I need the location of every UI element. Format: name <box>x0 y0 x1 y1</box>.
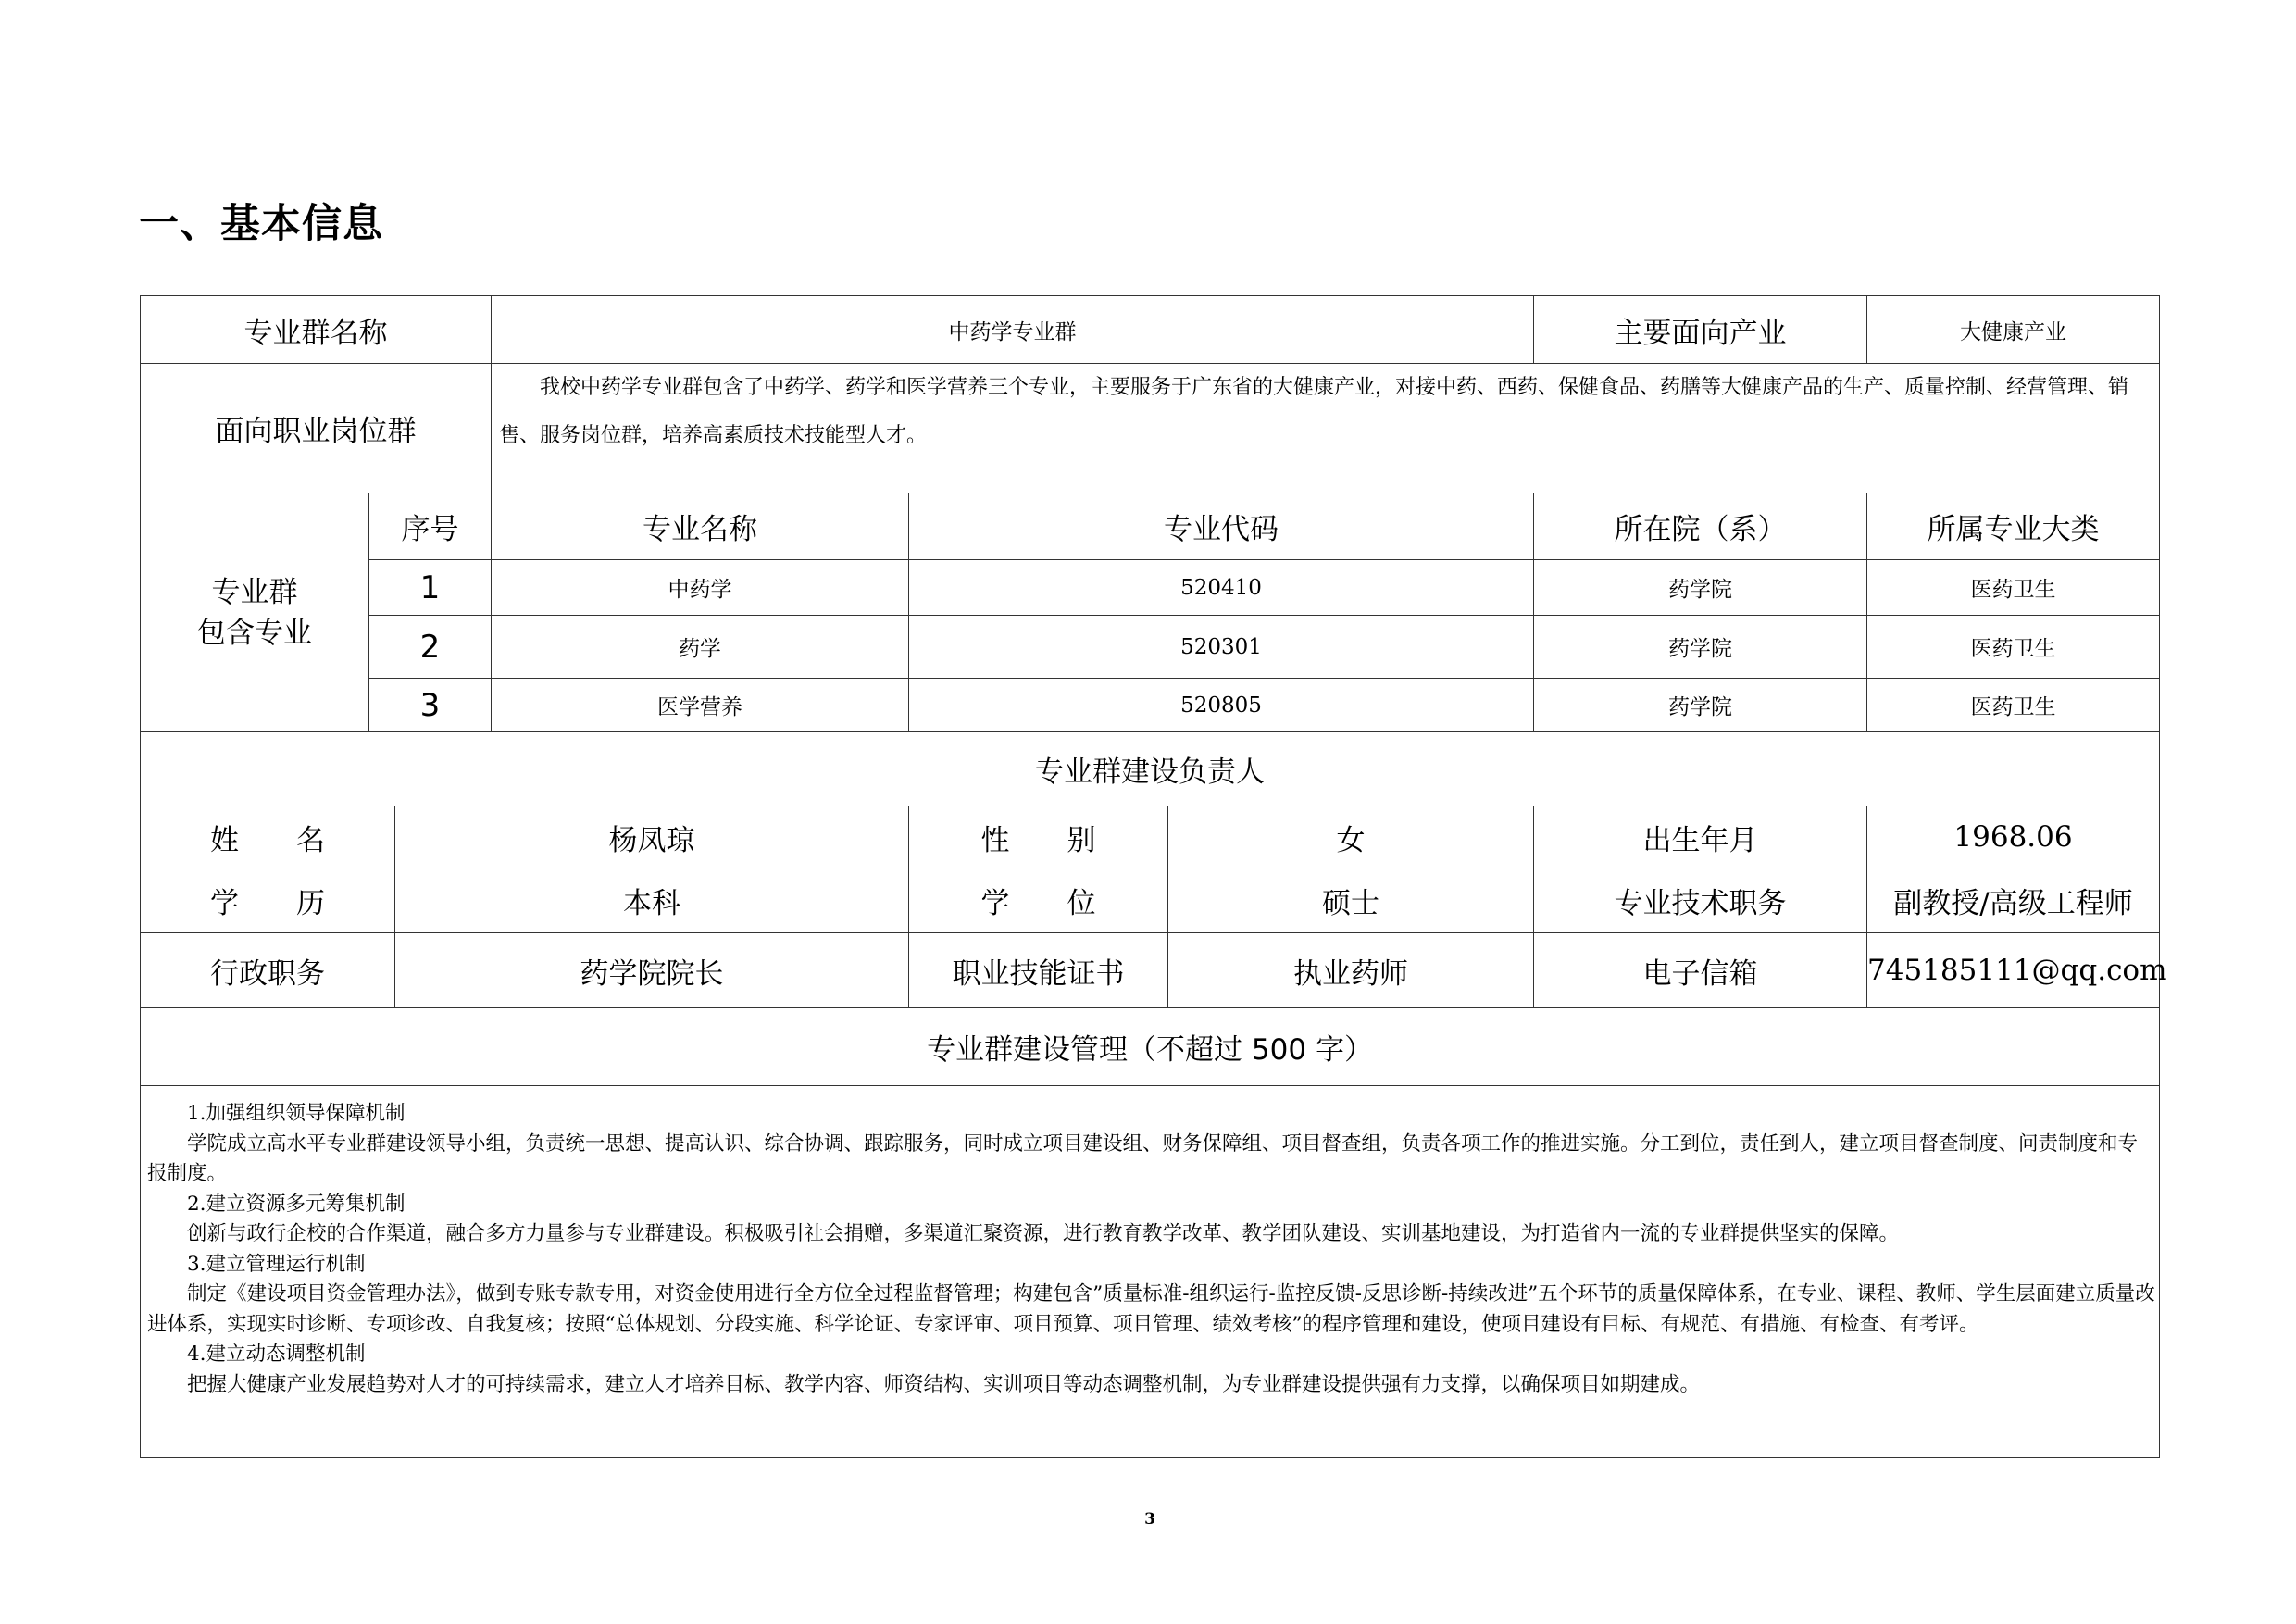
tech-title-label: 专业技术职务 <box>1534 868 1867 933</box>
group-name-label: 专业群名称 <box>141 296 492 364</box>
management-title: 专业群建设管理（不超过 500 字） <box>141 1008 2160 1086</box>
table-row <box>141 616 2160 679</box>
education-value: 本科 <box>395 868 909 933</box>
management-item-body: 制定《建设项目资金管理办法》，做到专账专款专用，对资金使用进行全方位全过程监督管理；构建包含”质量标准-组织运行-监控反馈-反思诊断-持续改进”五个环节的质量保障体系，在专业、课程、教师、学生层面建立质量改进体系，实现实时诊断、专项诊改、自我复核；按照“总体规划、分段实施、科学论证、专家评审、项目预算、项目管理、绩效考核”的程序管理和建设，使项目建设有目标、有规范、有措施、有检查、有考评。 <box>147 1282 2155 1336</box>
basic-info-table <box>140 295 2167 1458</box>
table-row <box>141 560 2160 616</box>
group-name-row <box>141 296 2160 364</box>
management-item-heading: 4.建立动态调整机制 <box>187 1343 366 1366</box>
name-value: 杨凤琼 <box>395 806 909 868</box>
birth-value: 1968.06 <box>1867 806 2160 868</box>
admin-post-label: 行政职务 <box>141 933 395 1008</box>
leader-row-1 <box>141 806 2160 868</box>
jobs-label: 面向职业岗位群 <box>141 364 492 493</box>
major-no: 3 <box>369 679 492 732</box>
majors-header-row <box>141 493 2160 560</box>
major-code: 520805 <box>909 679 1534 732</box>
management-item-body: 创新与政行企校的合作渠道，融合多方力量参与专业群建设。积极吸引社会捐赠，多渠道汇聚资源，进行教育教学改革、教学团队建设、实训基地建设，为打造省内一流的专业群提供坚实的保障。 <box>187 1222 1900 1245</box>
certificate-label: 职业技能证书 <box>909 933 1168 1008</box>
major-dept: 药学院 <box>1534 616 1867 679</box>
jobs-text: 我校中药学专业群包含了中药学、药学和医学营养三个专业，主要服务于广东省的大健康产业，对接中药、西药、保健食品、药膳等大健康产品的生产、质量控制、经营管理、销售、服务岗位群，培养高素质技术技能型人才。 <box>492 364 2160 493</box>
majors-label: 专业群 包含专业 <box>141 493 369 732</box>
management-item-heading: 1.加强组织领导保障机制 <box>187 1102 406 1125</box>
major-no: 1 <box>369 560 492 616</box>
gender-label: 性 别 <box>909 806 1168 868</box>
industry-label: 主要面向产业 <box>1534 296 1867 364</box>
major-name: 中药学 <box>492 560 909 616</box>
leader-title-row <box>141 732 2160 806</box>
major-dept: 药学院 <box>1534 560 1867 616</box>
jobs-row <box>141 364 2160 493</box>
major-code: 520410 <box>909 560 1534 616</box>
leader-row-3 <box>141 933 2160 1008</box>
industry-value: 大健康产业 <box>1867 296 2160 364</box>
management-title-row <box>141 1008 2160 1086</box>
major-name: 医学营养 <box>492 679 909 732</box>
gender-value: 女 <box>1168 806 1534 868</box>
management-item-body: 学院成立高水平专业群建设领导小组，负责统一思想、提高认识、综合协调、跟踪服务，同时成立项目建设组、财务保障组、项目督查组，负责各项工作的推进实施。分工到位，责任到人，建立项目督查制度、问责制度和专报制度。 <box>147 1131 2139 1185</box>
table-row <box>141 679 2160 732</box>
birth-label: 出生年月 <box>1534 806 1867 868</box>
page-number: 3 <box>1144 1510 1155 1529</box>
degree-value: 硕士 <box>1168 868 1534 933</box>
major-name: 药学 <box>492 616 909 679</box>
major-dept: 药学院 <box>1534 679 1867 732</box>
major-category: 医药卫生 <box>1867 679 2160 732</box>
major-no: 2 <box>369 616 492 679</box>
email-value: 745185111@qq.com <box>1867 933 2160 1008</box>
major-code: 520301 <box>909 616 1534 679</box>
col-header-no: 序号 <box>369 493 492 560</box>
major-category: 医药卫生 <box>1867 560 2160 616</box>
group-name-value: 中药学专业群 <box>492 296 1534 364</box>
education-label: 学 历 <box>141 868 395 933</box>
leader-title: 专业群建设负责人 <box>141 732 2160 806</box>
col-header-name: 专业名称 <box>492 493 909 560</box>
management-item-heading: 3.建立管理运行机制 <box>187 1252 366 1276</box>
col-header-dept: 所在院（系） <box>1534 493 1867 560</box>
certificate-value: 执业药师 <box>1168 933 1534 1008</box>
col-header-code: 专业代码 <box>909 493 1534 560</box>
admin-post-value: 药学院院长 <box>395 933 909 1008</box>
tech-title-value: 副教授/高级工程师 <box>1867 868 2160 933</box>
management-content-row <box>141 1086 2160 1458</box>
section-heading: 一、基本信息 <box>139 201 383 247</box>
degree-label: 学 位 <box>909 868 1168 933</box>
leader-row-2 <box>141 868 2160 933</box>
management-item-heading: 2.建立资源多元筹集机制 <box>187 1192 406 1216</box>
email-label: 电子信箱 <box>1534 933 1867 1008</box>
management-item-body: 把握大健康产业发展趋势对人才的可持续需求，建立人才培养目标、教学内容、师资结构、实训项目等动态调整机制，为专业群建设提供强有力支撑，以确保项目如期建成。 <box>187 1372 1701 1396</box>
major-category: 医药卫生 <box>1867 616 2160 679</box>
col-header-category: 所属专业大类 <box>1867 493 2160 560</box>
name-label: 姓 名 <box>141 806 395 868</box>
management-content <box>141 1086 2160 1458</box>
